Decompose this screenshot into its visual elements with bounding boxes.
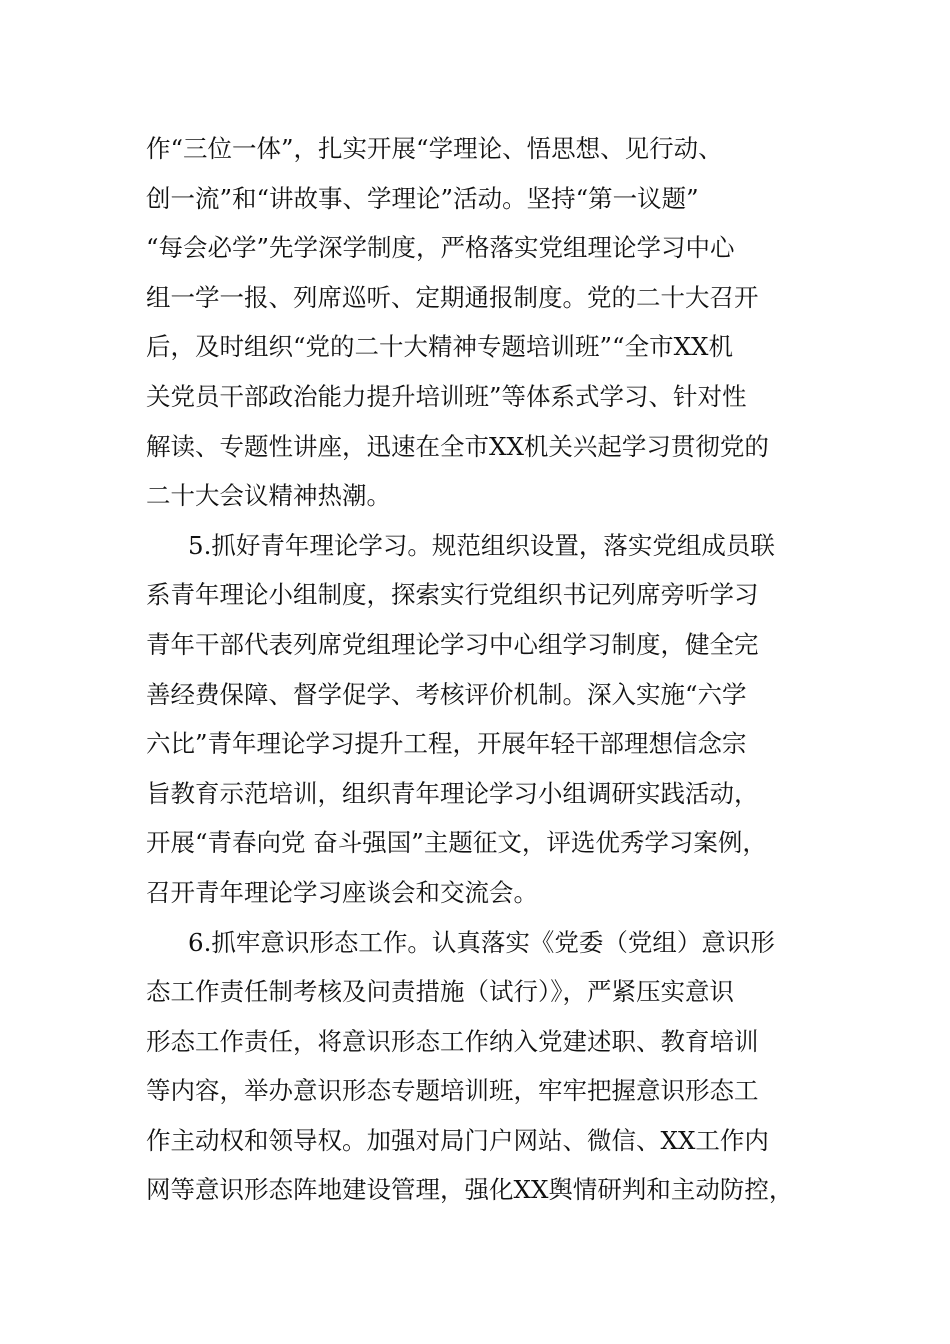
text-line: 组一学一报、列席巡听、定期通报制度。党的二十大召开 bbox=[146, 282, 759, 312]
text-line: 召开青年理论学习座谈会和交流会。 bbox=[146, 877, 538, 907]
text-line: 创一流”和“讲故事、学理论”活动。坚持“第一议题” bbox=[146, 183, 699, 213]
text-line: 作“三位一体”，扎实开展“学理论、悟思想、见行动、 bbox=[146, 134, 723, 163]
text-line: 态工作责任制考核及问责措施（试行）》，严紧压实意识 bbox=[146, 977, 734, 1007]
text-line: “每会必学”先学深学制度，严格落实党组理论学习中心 bbox=[146, 233, 735, 263]
text-line: 等内容，举办意识形态专题培训班，牢牢把握意识形态工 bbox=[146, 1076, 759, 1106]
text-line: 二十大会议精神热潮。 bbox=[146, 481, 391, 511]
text-line: 六比”青年理论学习提升工程，开展年轻干部理想信念宗 bbox=[146, 729, 747, 759]
paragraph-heading-line: 6.抓牢意识形态工作。认真落实《党委（党组）意识形 bbox=[188, 927, 775, 957]
text-line: 网等意识形态阵地建设管理，强化XX舆情研判和主动防控， bbox=[146, 1175, 794, 1205]
document-body bbox=[146, 124, 836, 1215]
text-line: 系青年理论小组制度，探索实行党组织书记列席旁听学习 bbox=[146, 580, 759, 610]
text-line: 开展“青春向党 奋斗强国”主题征文，评选优秀学习案例， bbox=[146, 828, 767, 858]
text-line: 关党员干部政治能力提升培训班”等体系式学习、针对性 bbox=[146, 381, 747, 411]
text-line: 青年干部代表列席党组理论学习中心组学习制度，健全完 bbox=[146, 629, 759, 659]
text-line: 作主动权和领导权。加强对局门户网站、微信、XX工作内 bbox=[146, 1125, 769, 1155]
text-line: 善经费保障、督学促学、考核评价机制。深入实施“六学 bbox=[146, 679, 747, 709]
text-line: 形态工作责任，将意识形态工作纳入党建述职、教育培训 bbox=[146, 1026, 759, 1056]
text-line: 解读、专题性讲座，迅速在全市XX机关兴起学习贯彻党的 bbox=[146, 431, 769, 461]
paragraph-heading-line: 5.抓好青年理论学习。规范组织设置，落实党组成员联 bbox=[188, 530, 775, 560]
text-line: 后，及时组织“党的二十大精神专题培训班”“全市XX机 bbox=[146, 332, 733, 362]
text-line: 旨教育示范培训，组织青年理论学习小组调研实践活动， bbox=[146, 778, 759, 808]
